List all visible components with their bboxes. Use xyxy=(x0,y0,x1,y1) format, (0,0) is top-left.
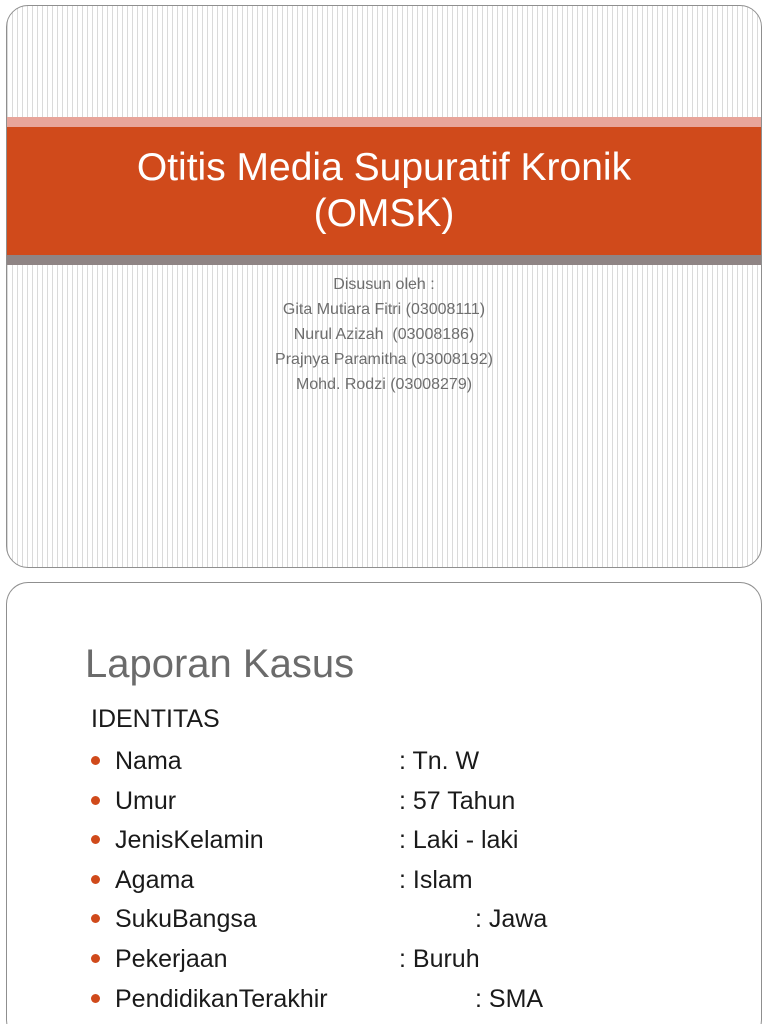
list-item xyxy=(91,781,731,821)
list-item xyxy=(91,860,731,900)
item-label: PendidikanTerakhir xyxy=(115,984,328,1013)
section-subheading: IDENTITAS xyxy=(91,705,220,733)
authors-intro: Disusun oleh : xyxy=(333,276,435,293)
bullet-icon xyxy=(91,796,100,805)
item-value: : SMA xyxy=(475,984,544,1013)
list-item xyxy=(91,939,731,979)
item-value: : 57 Tahun xyxy=(399,786,516,815)
author-line: Prajnya Paramitha (03008192) xyxy=(275,351,493,368)
item-value: : Laki - laki xyxy=(399,826,519,855)
slide-title: Otitis Media Supuratif Kronik (OMSK) xyxy=(136,146,632,235)
item-value: : Tn. W xyxy=(399,747,480,775)
title-band-bottom-stripe xyxy=(7,255,761,265)
bullet-icon xyxy=(91,954,100,963)
authors-block xyxy=(7,272,761,397)
title-slide xyxy=(6,5,762,568)
title-band xyxy=(7,127,761,255)
author-line: Nurul Azizah (03008186) xyxy=(293,326,475,343)
title-band-top-stripe xyxy=(7,117,761,127)
author-line: Gita Mutiara Fitri (03008111) xyxy=(282,301,486,318)
item-label: JenisKelamin xyxy=(115,826,264,855)
author-line: Mohd. Rodzi (03008279) xyxy=(295,376,473,393)
item-label: Pekerjaan xyxy=(115,944,228,973)
bullet-icon xyxy=(91,875,100,884)
item-label: Umur xyxy=(115,786,177,815)
list-item xyxy=(91,899,731,939)
bullet-icon xyxy=(91,756,100,765)
list-item xyxy=(91,741,731,781)
identity-list xyxy=(91,741,731,1018)
item-value: : Jawa xyxy=(475,905,548,934)
list-item xyxy=(91,979,731,1019)
item-label: Nama xyxy=(115,747,182,775)
bullet-icon xyxy=(91,914,100,923)
list-item xyxy=(91,820,731,860)
item-label: Agama xyxy=(115,865,195,894)
item-label: SukuBangsa xyxy=(115,905,257,934)
item-value: : Islam xyxy=(399,865,473,894)
bullet-icon xyxy=(91,994,100,1003)
item-value: : Buruh xyxy=(399,944,480,973)
bullet-icon xyxy=(91,835,100,844)
case-report-slide xyxy=(6,582,762,1024)
slide-heading: Laporan Kasus xyxy=(85,642,355,686)
